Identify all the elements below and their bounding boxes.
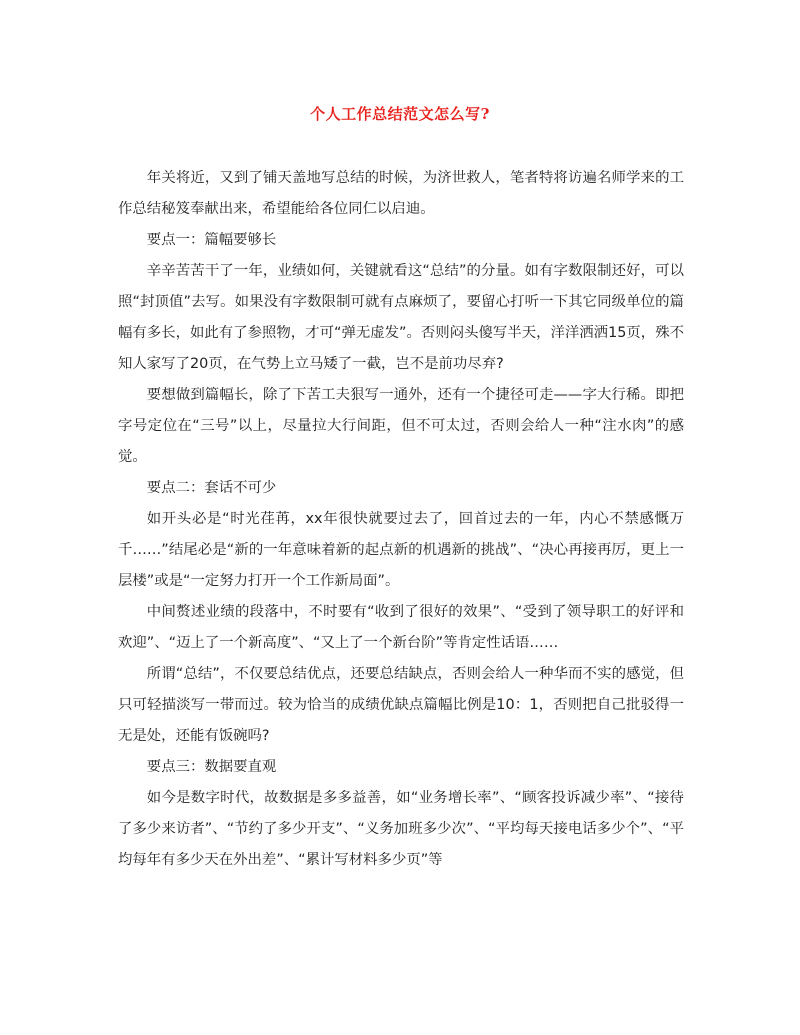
section-heading-3: 要点三：数据要直观: [146, 759, 277, 775]
paragraph-3a: 如今是数字时代，故数据是多多益善，如“业务增长率”、“顾客投诉减少率”、“接待了多少来访者”、“节约了多少开支”、“义务加班多少次”、“平均每天接电话多少个”、“平均每年有多少天在外出差”、“累计写材料多少页”等: [118, 790, 684, 868]
section-heading-1: 要点一：篇幅要够长: [146, 232, 277, 248]
paragraph-1a: 辛辛苦苦干了一年，业绩如何，关键就看这“总结”的分量。如有字数限制还好，可以照“封顶值”去写。如果没有字数限制可就有点麻烦了，要留心打听一下其它同级单位的篇幅有多长，如此有了参照物，才可“弹无虚发”。否则闷头傻写半天，洋洋洒洒15页，殊不知人家写了20页，在气势上立马矮了一截，岂不是前功尽弃?: [118, 263, 684, 372]
paragraph-2b: 中间赘述业绩的段落中，不时要有“收到了很好的效果”、“受到了领导职工的好评和欢迎”、“迈上了一个新高度”、“又上了一个新台阶”等肯定性话语……: [118, 604, 684, 651]
document-title: 个人工作总结范文怎么写?: [310, 105, 490, 123]
paragraph-2a: 如开头必是“时光荏苒，xx年很快就要过去了，回首过去的一年，内心不禁感慨万千……”结尾必是“新的一年意味着新的起点新的机遇新的挑战”、“决心再接再厉，更上一层楼”或是“一定努力打开一个工作新局面”。: [118, 511, 684, 589]
paragraph-1b: 要想做到篇幅长，除了下苦工夫狠写一通外，还有一个捷径可走——字大行稀。即把字号定位在“三号”以上，尽量拉大行间距，但不可太过，否则会给人一种“注水肉”的感觉。: [118, 387, 684, 465]
paragraph-2c: 所谓“总结”，不仅要总结优点，还要总结缺点，否则会给人一种华而不实的感觉，但只可轻描淡写一带而过。较为恰当的成绩优缺点篇幅比例是10：1，否则把自己批驳得一无是处，还能有饭碗吗?: [118, 666, 684, 744]
paragraph-intro: 年关将近，又到了铺天盖地写总结的时候，为济世救人，笔者特将访遍名师学来的工作总结秘笈奉献出来，希望能给各位同仁以启迪。: [118, 170, 684, 217]
document-body: [118, 163, 684, 876]
section-heading-2: 要点二：套话不可少: [146, 480, 277, 496]
